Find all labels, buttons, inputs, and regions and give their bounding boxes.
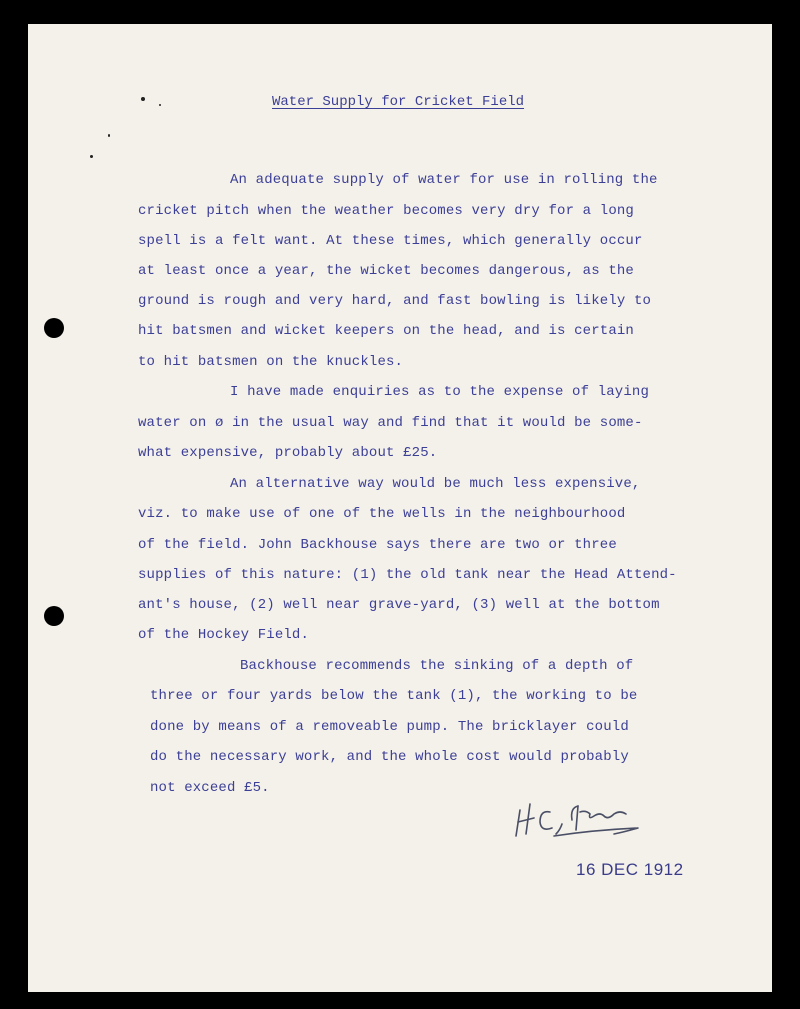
date-stamp: 16 DEC 1912 bbox=[576, 860, 684, 879]
text-line: An alternative way would be much less expensive, bbox=[230, 476, 641, 492]
text-line: of the field. John Backhouse says there are two or three bbox=[138, 537, 617, 553]
text-line: Backhouse recommends the sinking of a depth of bbox=[240, 658, 634, 674]
text-line: spell is a felt want. At these times, which generally occur bbox=[138, 233, 643, 249]
text-line: three or four yards below the tank (1), the working to be bbox=[150, 688, 638, 704]
text-line: to hit batsmen on the knuckles. bbox=[138, 354, 404, 370]
text-line: cricket pitch when the weather becomes very dry for a long bbox=[138, 203, 634, 219]
ink-speck bbox=[90, 155, 93, 158]
punch-hole-top bbox=[44, 318, 64, 338]
ink-speck bbox=[108, 134, 110, 137]
text-line: water on ø in the usual way and find that it would be some- bbox=[138, 415, 643, 431]
handwritten-signature bbox=[514, 790, 646, 840]
document-page bbox=[28, 24, 772, 992]
ink-speck bbox=[141, 97, 145, 101]
punch-hole-bottom bbox=[44, 606, 64, 626]
text-line: viz. to make use of one of the wells in the neighbourhood bbox=[138, 506, 626, 522]
text-line: done by means of a removeable pump. The bricklayer could bbox=[150, 719, 629, 735]
text-line: at least once a year, the wicket becomes dangerous, as the bbox=[138, 263, 634, 279]
text-line: of the Hockey Field. bbox=[138, 627, 310, 643]
text-line: not exceed £5. bbox=[150, 780, 270, 796]
text-line: supplies of this nature: (1) the old tank near the Head Attend- bbox=[138, 567, 677, 583]
text-line: ground is rough and very hard, and fast bowling is likely to bbox=[138, 293, 652, 309]
text-line: do the necessary work, and the whole cost would probably bbox=[150, 749, 629, 765]
text-line: An adequate supply of water for use in rolling the bbox=[230, 172, 658, 188]
text-line: hit batsmen and wicket keepers on the head, and is certain bbox=[138, 323, 634, 339]
text-line: ant's house, (2) well near grave-yard, (3) well at the bottom bbox=[138, 597, 660, 613]
text-line: what expensive, probably about £25. bbox=[138, 445, 438, 461]
document-title: Water Supply for Cricket Field bbox=[272, 94, 525, 110]
text-line: I have made enquiries as to the expense of laying bbox=[230, 384, 650, 400]
ink-speck bbox=[159, 104, 161, 106]
